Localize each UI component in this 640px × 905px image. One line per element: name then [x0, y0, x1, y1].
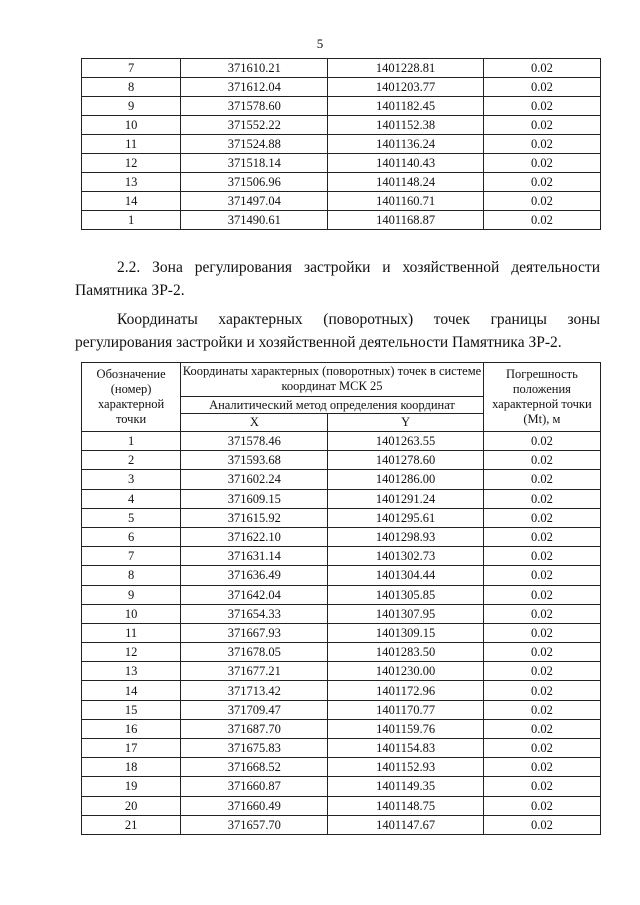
header-point-number: Обозначение (номер) характерной точки — [82, 363, 181, 432]
error-cell: 0.02 — [483, 777, 600, 796]
x-cell: 371602.24 — [181, 470, 328, 489]
point-number-cell: 13 — [82, 173, 181, 192]
y-cell: 1401149.35 — [328, 777, 483, 796]
x-cell: 371518.14 — [181, 154, 328, 173]
x-cell: 371615.92 — [181, 508, 328, 527]
intro-line1: Координаты характерных (поворотных) точек границы зоны — [117, 311, 600, 328]
error-cell: 0.02 — [483, 135, 600, 154]
point-number-cell: 20 — [82, 796, 181, 815]
x-cell: 371622.10 — [181, 527, 328, 546]
intro-paragraph — [75, 308, 600, 354]
section-title-line2: Памятника ЗР-2. — [75, 282, 185, 299]
error-cell: 0.02 — [483, 700, 600, 719]
error-cell: 0.02 — [483, 59, 600, 78]
x-cell: 371593.68 — [181, 451, 328, 470]
x-cell: 371609.15 — [181, 489, 328, 508]
error-cell: 0.02 — [483, 527, 600, 546]
point-number-cell: 21 — [82, 815, 181, 834]
error-cell: 0.02 — [483, 78, 600, 97]
table-row — [82, 566, 601, 585]
error-cell: 0.02 — [483, 643, 600, 662]
y-cell: 1401170.77 — [328, 700, 483, 719]
table-row — [82, 700, 601, 719]
y-cell: 1401278.60 — [328, 451, 483, 470]
y-cell: 1401305.85 — [328, 585, 483, 604]
table-row — [82, 211, 601, 230]
x-cell: 371668.52 — [181, 758, 328, 777]
error-cell: 0.02 — [483, 681, 600, 700]
header-x: X — [181, 414, 328, 432]
coordinates-table-continued — [81, 58, 601, 230]
table-row — [82, 527, 601, 546]
y-cell: 1401147.67 — [328, 815, 483, 834]
table-row — [82, 777, 601, 796]
y-cell: 1401228.81 — [328, 59, 483, 78]
y-cell: 1401152.38 — [328, 116, 483, 135]
point-number-cell: 13 — [82, 662, 181, 681]
x-cell: 371636.49 — [181, 566, 328, 585]
y-cell: 1401154.83 — [328, 739, 483, 758]
x-cell: 371578.60 — [181, 97, 328, 116]
error-cell: 0.02 — [483, 719, 600, 738]
point-number-cell: 18 — [82, 758, 181, 777]
point-number-cell: 14 — [82, 192, 181, 211]
header-error: Погрешность положения характерной точки (Mt), м — [483, 363, 600, 432]
y-cell: 1401148.24 — [328, 173, 483, 192]
y-cell: 1401203.77 — [328, 78, 483, 97]
error-cell: 0.02 — [483, 508, 600, 527]
table-row — [82, 135, 601, 154]
x-cell: 371524.88 — [181, 135, 328, 154]
x-cell: 371642.04 — [181, 585, 328, 604]
x-cell: 371552.22 — [181, 116, 328, 135]
point-number-cell: 17 — [82, 739, 181, 758]
y-cell: 1401140.43 — [328, 154, 483, 173]
table-row — [82, 796, 601, 815]
x-cell: 371631.14 — [181, 547, 328, 566]
table-row — [82, 154, 601, 173]
table-row — [82, 508, 601, 527]
point-number-cell: 14 — [82, 681, 181, 700]
x-cell: 371497.04 — [181, 192, 328, 211]
x-cell: 371657.70 — [181, 815, 328, 834]
point-number-cell: 2 — [82, 451, 181, 470]
x-cell: 371506.96 — [181, 173, 328, 192]
table-row — [82, 815, 601, 834]
x-cell: 371709.47 — [181, 700, 328, 719]
x-cell: 371654.33 — [181, 604, 328, 623]
point-number-cell: 7 — [82, 547, 181, 566]
table-row — [82, 470, 601, 489]
table-row — [82, 59, 601, 78]
header-method: Аналитический метод определения координат — [181, 396, 484, 414]
error-cell: 0.02 — [483, 116, 600, 135]
table-row — [82, 116, 601, 135]
error-cell: 0.02 — [483, 192, 600, 211]
point-number-cell: 12 — [82, 643, 181, 662]
point-number-cell: 11 — [82, 623, 181, 642]
error-cell: 0.02 — [483, 604, 600, 623]
section-title-line1: 2.2. Зона регулирования застройки и хозяйственной деятельности — [117, 259, 600, 276]
table-row — [82, 78, 601, 97]
y-cell: 1401291.24 — [328, 489, 483, 508]
error-cell: 0.02 — [483, 154, 600, 173]
point-number-cell: 15 — [82, 700, 181, 719]
point-number-cell: 8 — [82, 566, 181, 585]
error-cell: 0.02 — [483, 662, 600, 681]
x-cell: 371578.46 — [181, 432, 328, 451]
point-number-cell: 10 — [82, 116, 181, 135]
table-row — [82, 432, 601, 451]
error-cell: 0.02 — [483, 585, 600, 604]
x-cell: 371675.83 — [181, 739, 328, 758]
y-cell: 1401263.55 — [328, 432, 483, 451]
table-row — [82, 758, 601, 777]
table-row — [82, 489, 601, 508]
table1-body — [82, 59, 601, 230]
point-number-cell: 9 — [82, 585, 181, 604]
y-cell: 1401160.71 — [328, 192, 483, 211]
point-number-cell: 16 — [82, 719, 181, 738]
table-row — [82, 97, 601, 116]
y-cell: 1401172.96 — [328, 681, 483, 700]
y-cell: 1401182.45 — [328, 97, 483, 116]
error-cell: 0.02 — [483, 451, 600, 470]
header-coordinates: Координаты характерных (поворотных) точек в системе координат МСК 25 — [181, 363, 484, 397]
error-cell: 0.02 — [483, 173, 600, 192]
x-cell: 371713.42 — [181, 681, 328, 700]
point-number-cell: 1 — [82, 211, 181, 230]
y-cell: 1401148.75 — [328, 796, 483, 815]
y-cell: 1401159.76 — [328, 719, 483, 738]
coordinates-table — [81, 362, 601, 835]
y-cell: 1401307.95 — [328, 604, 483, 623]
error-cell: 0.02 — [483, 211, 600, 230]
table-row — [82, 173, 601, 192]
error-cell: 0.02 — [483, 815, 600, 834]
x-cell: 371667.93 — [181, 623, 328, 642]
point-number-cell: 7 — [82, 59, 181, 78]
table-row — [82, 739, 601, 758]
error-cell: 0.02 — [483, 623, 600, 642]
y-cell: 1401295.61 — [328, 508, 483, 527]
x-cell: 371610.21 — [181, 59, 328, 78]
point-number-cell: 10 — [82, 604, 181, 623]
error-cell: 0.02 — [483, 432, 600, 451]
section-title — [75, 256, 600, 302]
point-number-cell: 6 — [82, 527, 181, 546]
table-row — [82, 719, 601, 738]
error-cell: 0.02 — [483, 758, 600, 777]
x-cell: 371490.61 — [181, 211, 328, 230]
table-row — [82, 547, 601, 566]
page-number: 5 — [316, 36, 324, 51]
x-cell: 371660.87 — [181, 777, 328, 796]
point-number-cell: 1 — [82, 432, 181, 451]
y-cell: 1401309.15 — [328, 623, 483, 642]
y-cell: 1401152.93 — [328, 758, 483, 777]
x-cell: 371612.04 — [181, 78, 328, 97]
error-cell: 0.02 — [483, 566, 600, 585]
y-cell: 1401168.87 — [328, 211, 483, 230]
y-cell: 1401304.44 — [328, 566, 483, 585]
error-cell: 0.02 — [483, 739, 600, 758]
y-cell: 1401286.00 — [328, 470, 483, 489]
table-row — [82, 585, 601, 604]
y-cell: 1401298.93 — [328, 527, 483, 546]
point-number-cell: 5 — [82, 508, 181, 527]
point-number-cell: 19 — [82, 777, 181, 796]
point-number-cell: 9 — [82, 97, 181, 116]
table-row — [82, 192, 601, 211]
table-row — [82, 451, 601, 470]
table-row — [82, 681, 601, 700]
point-number-cell: 8 — [82, 78, 181, 97]
point-number-cell: 3 — [82, 470, 181, 489]
table-row — [82, 623, 601, 642]
error-cell: 0.02 — [483, 97, 600, 116]
table-row — [82, 662, 601, 681]
table2-header — [82, 363, 601, 432]
y-cell: 1401283.50 — [328, 643, 483, 662]
x-cell: 371660.49 — [181, 796, 328, 815]
table2-body — [82, 432, 601, 835]
point-number-cell: 12 — [82, 154, 181, 173]
error-cell: 0.02 — [483, 796, 600, 815]
error-cell: 0.02 — [483, 489, 600, 508]
x-cell: 371687.70 — [181, 719, 328, 738]
table-row — [82, 604, 601, 623]
point-number-cell: 11 — [82, 135, 181, 154]
intro-line2: регулирования застройки и хозяйственной деятельности Памятника ЗР-2. — [75, 334, 562, 351]
header-y: Y — [328, 414, 483, 432]
y-cell: 1401136.24 — [328, 135, 483, 154]
x-cell: 371678.05 — [181, 643, 328, 662]
x-cell: 371677.21 — [181, 662, 328, 681]
table-row — [82, 643, 601, 662]
y-cell: 1401302.73 — [328, 547, 483, 566]
error-cell: 0.02 — [483, 547, 600, 566]
error-cell: 0.02 — [483, 470, 600, 489]
y-cell: 1401230.00 — [328, 662, 483, 681]
point-number-cell: 4 — [82, 489, 181, 508]
